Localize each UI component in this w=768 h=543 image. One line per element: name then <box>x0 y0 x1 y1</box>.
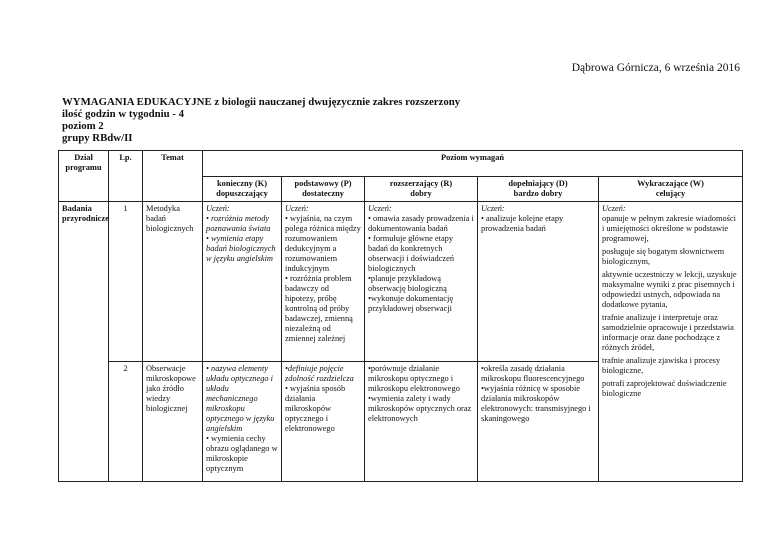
dzial-cell: Badania przyrodnicze <box>59 202 109 482</box>
level-w-header: Wykraczające (W) celujący <box>599 177 743 202</box>
col-poziom-header: Poziom wymagań <box>203 151 743 177</box>
hours-per-week: ilość godzin w tygodniu - 4 <box>62 108 185 120</box>
level-k-cell: Uczeń: • rozróżnia metody poznawania świata • wymienia etapy badań biologicznych w języku angielskim <box>203 202 282 362</box>
groups-line: grupy RBdw/II <box>62 132 133 144</box>
document-title: WYMAGANIA EDUKACYJNE z biologii nauczanej dwujęzycznie zakres rozszerzony <box>62 96 461 108</box>
level-p-cell: •definiuje pojęcie zdolność rozdzielcza • wyjaśnia sposób działania mikroskopów optycznego i elektronowego <box>282 362 365 482</box>
document-header <box>62 96 460 144</box>
lp-cell: 2 <box>109 362 143 482</box>
level-p-cell: Uczeń: • wyjaśnia, na czym polega różnica między rozumowaniem dedukcyjnym a rozumowaniem indukcyjnym • rozróżnia problem badawczy od hipotezy, próbę kontrolną od próby badawczej, zmienną niezależną od zmiennej zależnej <box>282 202 365 362</box>
level-line: poziom 2 <box>62 120 104 132</box>
temat-cell: Metodyka badań biologicznych <box>143 202 203 362</box>
level-r-cell: Uczeń: • omawia zasady prowadzenia i dokumentowania badań • formułuje główne etapy badań do konkretnych obserwacji i doświadczeń biologicznych •planuje przykładową obserwację biologiczną •wykonuje dokumentację przykładowej obserwacji <box>365 202 478 362</box>
table-row <box>59 202 743 362</box>
level-p-header: podstawowy (P) dostateczny <box>282 177 365 202</box>
level-d-header: dopełniający (D) bardzo dobry <box>478 177 599 202</box>
col-temat-header: Temat <box>143 151 203 202</box>
header-row <box>59 151 743 177</box>
requirements-table <box>58 150 743 482</box>
level-r-cell: •porównuje działanie mikroskopu optycznego i mikroskopu elektronowego •wymienia zalety i wady mikroskopów optycznych oraz elektronowych <box>365 362 478 482</box>
level-d-cell: •określa zasadę działania mikroskopu fluorescencyjnego •wyjaśnia różnicę w sposobie działania mikroskopów elektronowych: transmisyjnego i skaningowego <box>478 362 599 482</box>
col-dzial-header: Dział programu <box>59 151 109 202</box>
col-lp-header: Lp. <box>109 151 143 202</box>
level-r-header: rozszerzający (R) dobry <box>365 177 478 202</box>
level-d-cell: Uczeń: • analizuje kolejne etapy prowadzenia badań <box>478 202 599 362</box>
level-w-cell: Uczeń: opanuje w pełnym zakresie wiadomości i umiejętności określone w podstawie programowej, posługuje się bogatym słownictwem biologicznym, aktywnie uczestniczy w lekcji, uzyskuje maksymalne wyniki z prac pisemnych i odpowiedzi ustnych, odpowiada na dodatkowe pytania, trafnie analizuje i interpretuje oraz samodzielnie opracowuje i przedstawia informacje oraz dane pochodzące z różnych źródeł, trafnie analizuje zjawiska i procesy biologiczne, potrafi zaprojektować doświadczenie biologiczne <box>599 202 743 482</box>
level-k-header: konieczny (K) dopuszczający <box>203 177 282 202</box>
place-date: Dąbrowa Górnicza, 6 września 2016 <box>571 62 740 74</box>
temat-cell: Obserwacje mikroskopowe jako źródło wiedzy biologicznej <box>143 362 203 482</box>
level-k-cell: • nazywa elementy układu optycznego i układu mechanicznego mikroskopu optycznego w języku angielskim • wymienia cechy obrazu oglądanego w mikroskopie optycznym <box>203 362 282 482</box>
lp-cell: 1 <box>109 202 143 362</box>
